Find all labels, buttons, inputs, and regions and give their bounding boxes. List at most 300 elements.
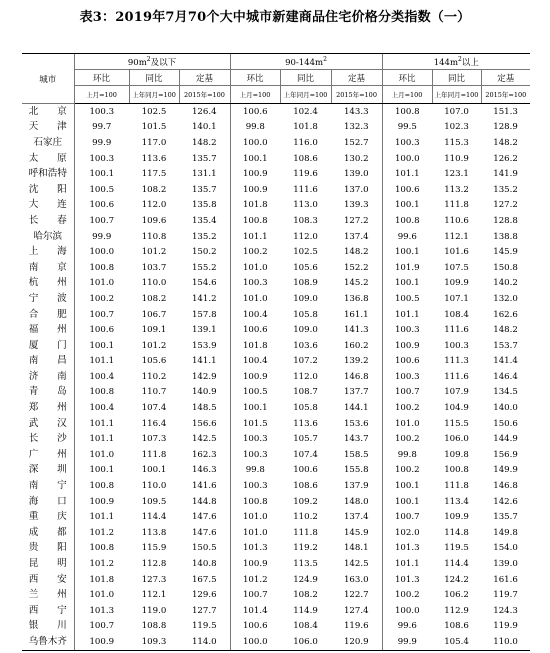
index-value-cell: 111.6	[293, 184, 318, 195]
city-name: 沈 阳	[28, 183, 67, 195]
index-value-cell: 105.6	[293, 262, 318, 273]
city-name: 杭 州	[28, 277, 67, 289]
index-value-cell: 107.9	[444, 387, 469, 398]
index-value-cell: 109.9	[444, 278, 469, 289]
index-value-cell: 112.9	[444, 605, 469, 616]
index-value-cell: 146.3	[191, 465, 217, 476]
index-value-cell: 101.1	[74, 354, 129, 370]
index-value-cell: 105.7	[293, 434, 318, 445]
index-value-cell: 100.0	[230, 135, 280, 151]
index-value-cell: 119.5	[444, 543, 469, 554]
index-value-cell: 119.2	[293, 543, 318, 554]
index-value-cell: 149.9	[493, 465, 518, 476]
city-name: 合 肥	[28, 308, 67, 320]
index-value-cell: 119.9	[493, 621, 518, 632]
index-value-cell: 135.2	[191, 231, 217, 242]
index-value-cell: 108.6	[293, 481, 318, 492]
index-value-cell: 119.6	[293, 169, 318, 180]
index-value-cell: 100.3	[444, 340, 469, 351]
index-value-cell: 100.9	[382, 338, 432, 354]
index-value-cell: 100.6	[230, 619, 280, 635]
index-value-cell: 148.2	[493, 137, 518, 148]
table-row	[22, 619, 530, 635]
index-value-cell: 109.2	[293, 496, 318, 507]
index-value-cell: 100.8	[74, 385, 129, 401]
index-value-cell: 139.1	[191, 325, 217, 336]
index-value-cell: 106.7	[141, 309, 167, 320]
city-name: 长 沙	[28, 433, 67, 445]
index-value-cell: 100.6	[230, 322, 280, 338]
index-value-cell: 110.7	[141, 387, 167, 398]
index-value-cell: 101.0	[230, 291, 280, 307]
index-value-cell: 100.3	[382, 322, 432, 338]
index-value-cell: 109.9	[444, 512, 469, 523]
index-value-cell: 107.4	[141, 403, 167, 414]
base-note-cell: 上年同月=100	[129, 86, 179, 104]
index-value-cell: 108.4	[293, 621, 318, 632]
index-value-cell: 153.6	[343, 418, 369, 429]
index-value-cell: 107.4	[293, 449, 318, 460]
table-row	[22, 120, 530, 136]
city-name: 天 津	[28, 121, 67, 133]
index-value-cell: 101.4	[230, 603, 280, 619]
index-value-cell: 101.0	[74, 587, 129, 603]
table-row	[22, 166, 530, 182]
index-value-cell: 132.3	[343, 122, 369, 133]
index-value-cell: 114.4	[141, 512, 167, 523]
index-value-cell: 106.0	[444, 434, 469, 445]
city-name: 南 昌	[28, 355, 67, 367]
index-value-cell: 137.9	[343, 481, 369, 492]
index-value-cell: 155.8	[343, 465, 369, 476]
index-value-cell: 101.8	[74, 572, 129, 588]
index-value-cell: 106.2	[444, 590, 469, 601]
table-row	[22, 385, 530, 401]
index-value-cell: 108.2	[141, 184, 167, 195]
index-value-cell: 100.1	[230, 151, 280, 167]
index-value-cell: 100.7	[382, 509, 432, 525]
index-value-cell: 100.4	[230, 307, 280, 323]
table-row	[22, 541, 530, 557]
table-row	[22, 276, 530, 292]
index-value-cell: 128.8	[493, 215, 518, 226]
base-note-cell: 上月=100	[382, 86, 432, 104]
index-value-cell: 101.6	[444, 247, 469, 258]
index-value-cell: 139.3	[343, 200, 369, 211]
index-value-cell: 104.9	[444, 403, 469, 414]
index-value-cell: 114.9	[293, 605, 318, 616]
price-index-table	[22, 53, 530, 651]
index-value-cell: 101.1	[382, 556, 432, 572]
index-value-cell: 132.0	[493, 293, 518, 304]
index-value-cell: 100.8	[74, 260, 129, 276]
page-title: 表3：2019年7月70个大中城市新建商品住宅价格分类指数（一）	[79, 10, 471, 25]
index-value-cell: 100.2	[382, 431, 432, 447]
index-value-cell: 101.3	[382, 541, 432, 557]
table-row	[22, 603, 530, 619]
index-value-cell: 100.0	[382, 603, 432, 619]
city-name: 西 安	[28, 573, 67, 585]
table-row	[22, 463, 530, 479]
index-value-cell: 167.5	[191, 574, 217, 585]
table-row	[22, 494, 530, 510]
city-name: 南 京	[28, 261, 67, 273]
index-value-cell: 100.3	[230, 478, 280, 494]
index-value-cell: 101.1	[230, 229, 280, 245]
index-value-cell: 100.1	[382, 198, 432, 214]
index-value-cell: 100.4	[74, 400, 129, 416]
table-row	[22, 151, 530, 167]
index-value-cell: 142.5	[343, 559, 369, 570]
index-value-cell: 139.0	[493, 559, 518, 570]
index-value-cell: 100.9	[230, 182, 280, 198]
index-value-cell: 106.0	[280, 634, 331, 650]
index-value-cell: 160.2	[343, 340, 369, 351]
index-value-cell: 150.2	[191, 247, 217, 258]
table-row	[22, 354, 530, 370]
index-value-cell: 112.1	[141, 590, 167, 601]
sub-header-row	[22, 70, 530, 86]
table-row	[22, 400, 530, 416]
table-row	[22, 431, 530, 447]
table-row	[22, 416, 530, 432]
city-name: 上 海	[28, 246, 67, 258]
index-value-cell: 101.5	[141, 122, 167, 133]
index-value-cell: 100.8	[382, 104, 432, 120]
table-row	[22, 338, 530, 354]
table-row	[22, 260, 530, 276]
index-value-cell: 147.6	[191, 512, 217, 523]
index-value-cell: 100.9	[74, 634, 129, 650]
index-value-cell: 138.8	[493, 231, 518, 242]
index-value-cell: 100.1	[382, 276, 432, 292]
city-name: 武 汉	[28, 417, 67, 429]
index-value-cell: 101.3	[230, 541, 280, 557]
index-value-cell: 141.2	[191, 293, 217, 304]
city-name: 厦 门	[28, 339, 67, 351]
sub-header-cell: 环比	[230, 70, 280, 86]
index-value-cell: 101.1	[74, 509, 129, 525]
index-value-cell: 112.8	[141, 559, 167, 570]
index-value-cell: 146.4	[493, 371, 518, 382]
city-name: 太 原	[28, 152, 67, 164]
table-row	[22, 525, 530, 541]
index-value-cell: 99.8	[230, 120, 280, 136]
sub-header-cell: 同比	[280, 70, 331, 86]
table-row	[22, 322, 530, 338]
index-value-cell: 101.0	[382, 416, 432, 432]
index-value-cell: 101.8	[230, 198, 280, 214]
index-value-cell: 152.7	[343, 137, 369, 148]
index-value-cell: 103.6	[293, 340, 318, 351]
index-value-cell: 140.2	[493, 278, 518, 289]
index-value-cell: 101.3	[74, 603, 129, 619]
index-value-cell: 145.9	[343, 527, 369, 538]
index-value-cell: 100.1	[74, 338, 129, 354]
table-row	[22, 291, 530, 307]
index-value-cell: 110.0	[481, 634, 530, 650]
index-value-cell: 101.2	[230, 572, 280, 588]
index-value-cell: 142.6	[493, 496, 518, 507]
index-value-cell: 154.6	[191, 278, 217, 289]
index-value-cell: 157.8	[191, 309, 217, 320]
index-value-cell: 136.8	[343, 293, 369, 304]
index-value-cell: 108.2	[141, 293, 167, 304]
base-note-cell: 上月=100	[230, 86, 280, 104]
index-value-cell: 109.3	[129, 634, 179, 650]
index-value-cell: 127.2	[493, 200, 518, 211]
index-value-cell: 150.8	[493, 262, 518, 273]
index-value-cell: 146.8	[343, 371, 369, 382]
city-name: 贵 阳	[28, 542, 67, 554]
index-value-cell: 101.2	[74, 556, 129, 572]
index-value-cell: 114.4	[444, 559, 469, 570]
index-value-cell: 100.6	[230, 104, 280, 120]
city-name: 重 庆	[28, 511, 67, 523]
index-value-cell: 101.8	[230, 338, 280, 354]
index-value-cell: 141.6	[191, 481, 217, 492]
index-value-cell: 111.8	[444, 481, 469, 492]
index-value-cell: 107.5	[444, 262, 469, 273]
index-value-cell: 100.8	[74, 541, 129, 557]
index-value-cell: 154.0	[493, 543, 518, 554]
index-value-cell: 100.7	[230, 587, 280, 603]
index-value-cell: 113.0	[293, 200, 318, 211]
index-value-cell: 142.5	[191, 434, 217, 445]
index-value-cell: 109.6	[141, 215, 167, 226]
city-name: 石家庄	[33, 136, 63, 148]
table-body	[22, 104, 530, 651]
index-value-cell: 113.5	[293, 559, 318, 570]
index-value-cell: 113.4	[444, 496, 469, 507]
index-value-cell: 109.1	[141, 325, 167, 336]
city-name: 昆 明	[28, 558, 67, 570]
index-value-cell: 101.0	[74, 276, 129, 292]
table-row	[22, 198, 530, 214]
table-row	[22, 509, 530, 525]
index-value-cell: 135.4	[191, 215, 217, 226]
index-value-cell: 111.6	[444, 325, 469, 336]
index-value-cell: 149.8	[493, 527, 518, 538]
group-header-large: $144m^2$以上	[382, 54, 530, 70]
index-value-cell: 100.7	[74, 619, 129, 635]
index-value-cell: 141.4	[493, 356, 518, 367]
index-value-cell: 142.9	[191, 371, 217, 382]
index-value-cell: 148.5	[191, 403, 217, 414]
base-note-cell: 上年同月=100	[432, 86, 481, 104]
index-value-cell: 131.1	[191, 169, 217, 180]
index-value-cell: 115.5	[444, 418, 469, 429]
index-value-cell: 100.1	[74, 166, 129, 182]
index-value-cell: 135.7	[493, 512, 518, 523]
table-row	[22, 587, 530, 603]
index-value-cell: 100.1	[382, 478, 432, 494]
index-value-cell: 137.4	[343, 231, 369, 242]
index-value-cell: 108.4	[444, 309, 469, 320]
sub-header-cell: 同比	[129, 70, 179, 86]
index-value-cell: 124.3	[493, 605, 518, 616]
index-value-cell: 100.5	[230, 385, 280, 401]
index-value-cell: 111.8	[141, 449, 167, 460]
index-value-cell: 141.9	[493, 169, 518, 180]
group-header-small: $90m^2$及以下	[74, 54, 230, 70]
index-value-cell: 100.3	[382, 369, 432, 385]
index-value-cell: 101.0	[230, 260, 280, 276]
index-value-cell: 119.6	[343, 621, 369, 632]
index-value-cell: 112.0	[141, 200, 167, 211]
table-row	[22, 244, 530, 260]
index-value-cell: 100.7	[74, 213, 129, 229]
city-name: 广 州	[28, 448, 67, 460]
index-value-cell: 102.3	[444, 122, 469, 133]
index-value-cell: 113.6	[293, 418, 318, 429]
index-value-cell: 141.1	[191, 356, 217, 367]
index-value-cell: 119.5	[191, 621, 217, 632]
index-value-cell: 116.4	[141, 418, 167, 429]
index-value-cell: 126.2	[493, 153, 518, 164]
index-value-cell: 100.3	[74, 104, 129, 120]
index-value-cell: 140.1	[191, 122, 217, 133]
index-value-cell: 101.9	[382, 260, 432, 276]
index-value-cell: 137.4	[343, 512, 369, 523]
base-note-cell: 2015年=100	[481, 86, 530, 104]
index-value-cell: 101.8	[293, 122, 318, 133]
index-value-cell: 105.4	[432, 634, 481, 650]
index-value-cell: 143.7	[343, 434, 369, 445]
index-value-cell: 110.2	[293, 512, 318, 523]
table-row	[22, 572, 530, 588]
index-value-cell: 99.7	[74, 120, 129, 136]
index-value-cell: 127.3	[141, 574, 167, 585]
city-name: 海 口	[28, 495, 67, 507]
index-value-cell: 137.0	[343, 184, 369, 195]
index-value-cell: 109.8	[444, 449, 469, 460]
index-value-cell: 107.2	[293, 356, 318, 367]
index-value-cell: 114.8	[444, 527, 469, 538]
index-value-cell: 100.8	[382, 213, 432, 229]
index-value-cell: 109.0	[293, 325, 318, 336]
index-value-cell: 148.0	[343, 496, 369, 507]
index-value-cell: 100.9	[230, 369, 280, 385]
index-value-cell: 100.2	[382, 587, 432, 603]
index-value-cell: 115.9	[141, 543, 167, 554]
index-value-cell: 112.0	[293, 371, 318, 382]
index-value-cell: 139.2	[343, 356, 369, 367]
index-value-cell: 135.7	[191, 184, 217, 195]
index-value-cell: 111.8	[444, 200, 469, 211]
index-value-cell: 100.6	[382, 182, 432, 198]
index-value-cell: 100.2	[74, 291, 129, 307]
index-value-cell: 152.2	[343, 262, 369, 273]
index-value-cell: 99.9	[74, 135, 129, 151]
index-value-cell: 99.6	[382, 619, 432, 635]
base-note-cell: 上年同月=100	[280, 86, 331, 104]
index-value-cell: 100.3	[230, 276, 280, 292]
index-value-cell: 127.2	[343, 215, 369, 226]
index-value-cell: 109.0	[293, 293, 318, 304]
index-value-cell: 108.9	[293, 278, 318, 289]
index-value-cell: 126.4	[191, 106, 217, 117]
table-row	[22, 229, 530, 245]
city-name: 长 春	[28, 214, 67, 226]
index-value-cell: 108.3	[293, 215, 318, 226]
index-value-cell: 115.3	[444, 137, 469, 148]
index-value-cell: 112.0	[293, 231, 318, 242]
index-value-cell: 119.0	[141, 605, 167, 616]
index-value-cell: 147.6	[191, 527, 217, 538]
index-value-cell: 100.8	[230, 494, 280, 510]
index-value-cell: 100.1	[74, 463, 129, 479]
index-value-cell: 101.1	[382, 166, 432, 182]
index-value-cell: 100.2	[230, 244, 280, 260]
index-value-cell: 100.5	[74, 182, 129, 198]
index-value-cell: 127.4	[343, 605, 369, 616]
city-name: 宁 波	[28, 292, 67, 304]
index-value-cell: 161.6	[493, 574, 518, 585]
index-value-cell: 100.1	[382, 244, 432, 260]
base-note-cell: 2015年=100	[179, 86, 230, 104]
index-value-cell: 135.7	[191, 153, 217, 164]
city-name: 西 宁	[28, 604, 67, 616]
index-value-cell: 101.5	[230, 416, 280, 432]
index-value-cell: 148.2	[343, 247, 369, 258]
index-value-cell: 100.5	[382, 291, 432, 307]
index-value-cell: 117.5	[141, 169, 167, 180]
city-name: 银 川	[28, 620, 67, 632]
table-row	[22, 104, 530, 120]
index-value-cell: 129.6	[191, 590, 217, 601]
index-value-cell: 100.2	[382, 400, 432, 416]
table-row	[22, 182, 530, 198]
index-value-cell: 100.9	[230, 556, 280, 572]
index-value-cell: 100.0	[382, 151, 432, 167]
sub-header-cell: 定基	[179, 70, 230, 86]
table-row	[22, 369, 530, 385]
index-value-cell: 134.5	[493, 387, 518, 398]
index-value-cell: 145.9	[493, 247, 518, 258]
index-value-cell: 100.7	[382, 385, 432, 401]
index-value-cell: 100.8	[230, 213, 280, 229]
base-note-cell: 上月=100	[74, 86, 129, 104]
index-value-cell: 117.0	[141, 137, 167, 148]
index-value-cell: 100.9	[74, 494, 129, 510]
index-value-cell: 144.8	[191, 496, 217, 507]
index-value-cell: 113.2	[444, 184, 469, 195]
index-value-cell: 155.2	[191, 262, 217, 273]
index-value-cell: 99.5	[382, 120, 432, 136]
index-value-cell: 127.7	[191, 605, 217, 616]
city-name: 兰 州	[28, 589, 67, 601]
index-value-cell: 107.3	[141, 434, 167, 445]
index-value-cell: 135.8	[191, 200, 217, 211]
index-value-cell: 100.0	[230, 634, 280, 650]
table-row	[22, 478, 530, 494]
index-value-cell: 109.5	[141, 496, 167, 507]
index-value-cell: 100.3	[230, 431, 280, 447]
index-value-cell: 100.3	[74, 151, 129, 167]
index-value-cell: 107.1	[444, 293, 469, 304]
index-value-cell: 120.9	[331, 634, 382, 650]
table-row	[22, 213, 530, 229]
city-name: 大 连	[28, 199, 67, 211]
index-value-cell: 153.9	[191, 340, 217, 351]
index-value-cell: 145.2	[343, 278, 369, 289]
index-value-cell: 156.9	[493, 449, 518, 460]
index-value-cell: 130.2	[343, 153, 369, 164]
index-value-cell: 140.8	[191, 559, 217, 570]
index-value-cell: 158.5	[343, 449, 369, 460]
index-value-cell: 161.1	[343, 309, 369, 320]
